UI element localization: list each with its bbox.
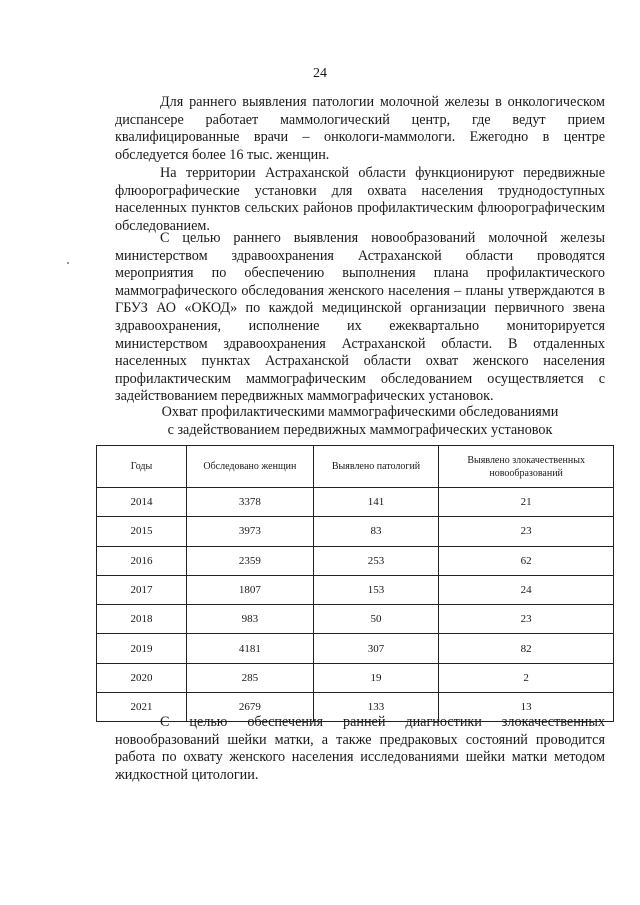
cell-examined: 983 bbox=[187, 605, 314, 634]
cell-pathologies: 83 bbox=[313, 517, 439, 546]
scan-speck bbox=[67, 262, 69, 264]
table-row bbox=[97, 575, 614, 604]
header-years: Годы bbox=[97, 446, 187, 488]
cell-malignancies: 82 bbox=[439, 634, 614, 663]
cell-year: 2019 bbox=[97, 634, 187, 663]
page-number: 24 bbox=[313, 66, 327, 81]
table-row bbox=[97, 546, 614, 575]
table-row bbox=[97, 663, 614, 692]
cell-malignancies: 2 bbox=[439, 663, 614, 692]
cell-malignancies: 21 bbox=[439, 488, 614, 517]
cell-year: 2015 bbox=[97, 517, 187, 546]
table-row bbox=[97, 605, 614, 634]
header-pathologies-found: Выявлено патологий bbox=[313, 446, 439, 488]
cell-malignancies: 23 bbox=[439, 517, 614, 546]
cell-malignancies: 23 bbox=[439, 605, 614, 634]
table-row bbox=[97, 634, 614, 663]
paragraph-cervical-cytology: С целью обеспечения ранней диагностики злокачественных новообразований шейки матки, а также предраковых состояний проводится работа по охвату женского населения исследованиями шейки матки методом жидкостной цитологии. bbox=[115, 714, 605, 783]
cell-pathologies: 133 bbox=[313, 693, 439, 722]
cell-year: 2014 bbox=[97, 488, 187, 517]
table-caption bbox=[100, 404, 620, 439]
cell-pathologies: 153 bbox=[313, 575, 439, 604]
paragraph-mammology-center: Для раннего выявления патологии молочной железы в онкологическом диспансере работает маммологический центр, где ведут прием квалифицированные врачи – онкологи-маммологи. Ежегодно в центре обследуется более 16 тыс. женщин. bbox=[115, 94, 605, 163]
cell-pathologies: 253 bbox=[313, 546, 439, 575]
cell-year: 2017 bbox=[97, 575, 187, 604]
table-row bbox=[97, 517, 614, 546]
cell-year: 2018 bbox=[97, 605, 187, 634]
header-malignancies-found: Выявлено злокачественных новообразований bbox=[439, 446, 614, 488]
cell-examined: 2359 bbox=[187, 546, 314, 575]
cell-year: 2021 bbox=[97, 693, 187, 722]
cell-pathologies: 19 bbox=[313, 663, 439, 692]
cell-malignancies: 24 bbox=[439, 575, 614, 604]
cell-malignancies: 62 bbox=[439, 546, 614, 575]
cell-pathologies: 307 bbox=[313, 634, 439, 663]
paragraph-breast-screening: С целью раннего выявления новообразований молочной железы министерством здравоохранения Астраханской области проводятся мероприятия по обеспечению выполнения плана профилактического маммографического обследования женского населения – планы утверждаются в ГБУЗ АО «ОКОД» по каждой медицинской организации первичного звена здравоохранения, исполнение их ежеквартально мониторируется министерством здравоохранения Астраханской области. В отдаленных населенных пунктах Астраханской области охват женского населения профилактическим маммографическим обследованием осуществляется с задействованием передвижных маммографических установок. bbox=[115, 230, 605, 405]
table-row bbox=[97, 488, 614, 517]
cell-examined: 3378 bbox=[187, 488, 314, 517]
cell-pathologies: 141 bbox=[313, 488, 439, 517]
table-caption-line: Охват профилактическими маммографическими обследованиями bbox=[161, 404, 559, 420]
table-header-row bbox=[97, 446, 614, 488]
cell-examined: 4181 bbox=[187, 634, 314, 663]
cell-malignancies: 13 bbox=[439, 693, 614, 722]
cell-year: 2020 bbox=[97, 663, 187, 692]
paragraph-mobile-fluorography: На территории Астраханской области функционируют передвижные флюорографические установки для охвата населения труднодоступных населенных пунктов сельских районов профилактическим флюорографическим обследованием. bbox=[115, 165, 605, 234]
cell-examined: 285 bbox=[187, 663, 314, 692]
cell-examined: 1807 bbox=[187, 575, 314, 604]
table-caption-line: с задействованием передвижных маммографических установок bbox=[167, 421, 553, 438]
cell-examined: 2679 bbox=[187, 693, 314, 722]
screening-table bbox=[96, 445, 614, 722]
cell-examined: 3973 bbox=[187, 517, 314, 546]
cell-pathologies: 50 bbox=[313, 605, 439, 634]
header-women-examined: Обследовано женщин bbox=[187, 446, 314, 488]
cell-year: 2016 bbox=[97, 546, 187, 575]
